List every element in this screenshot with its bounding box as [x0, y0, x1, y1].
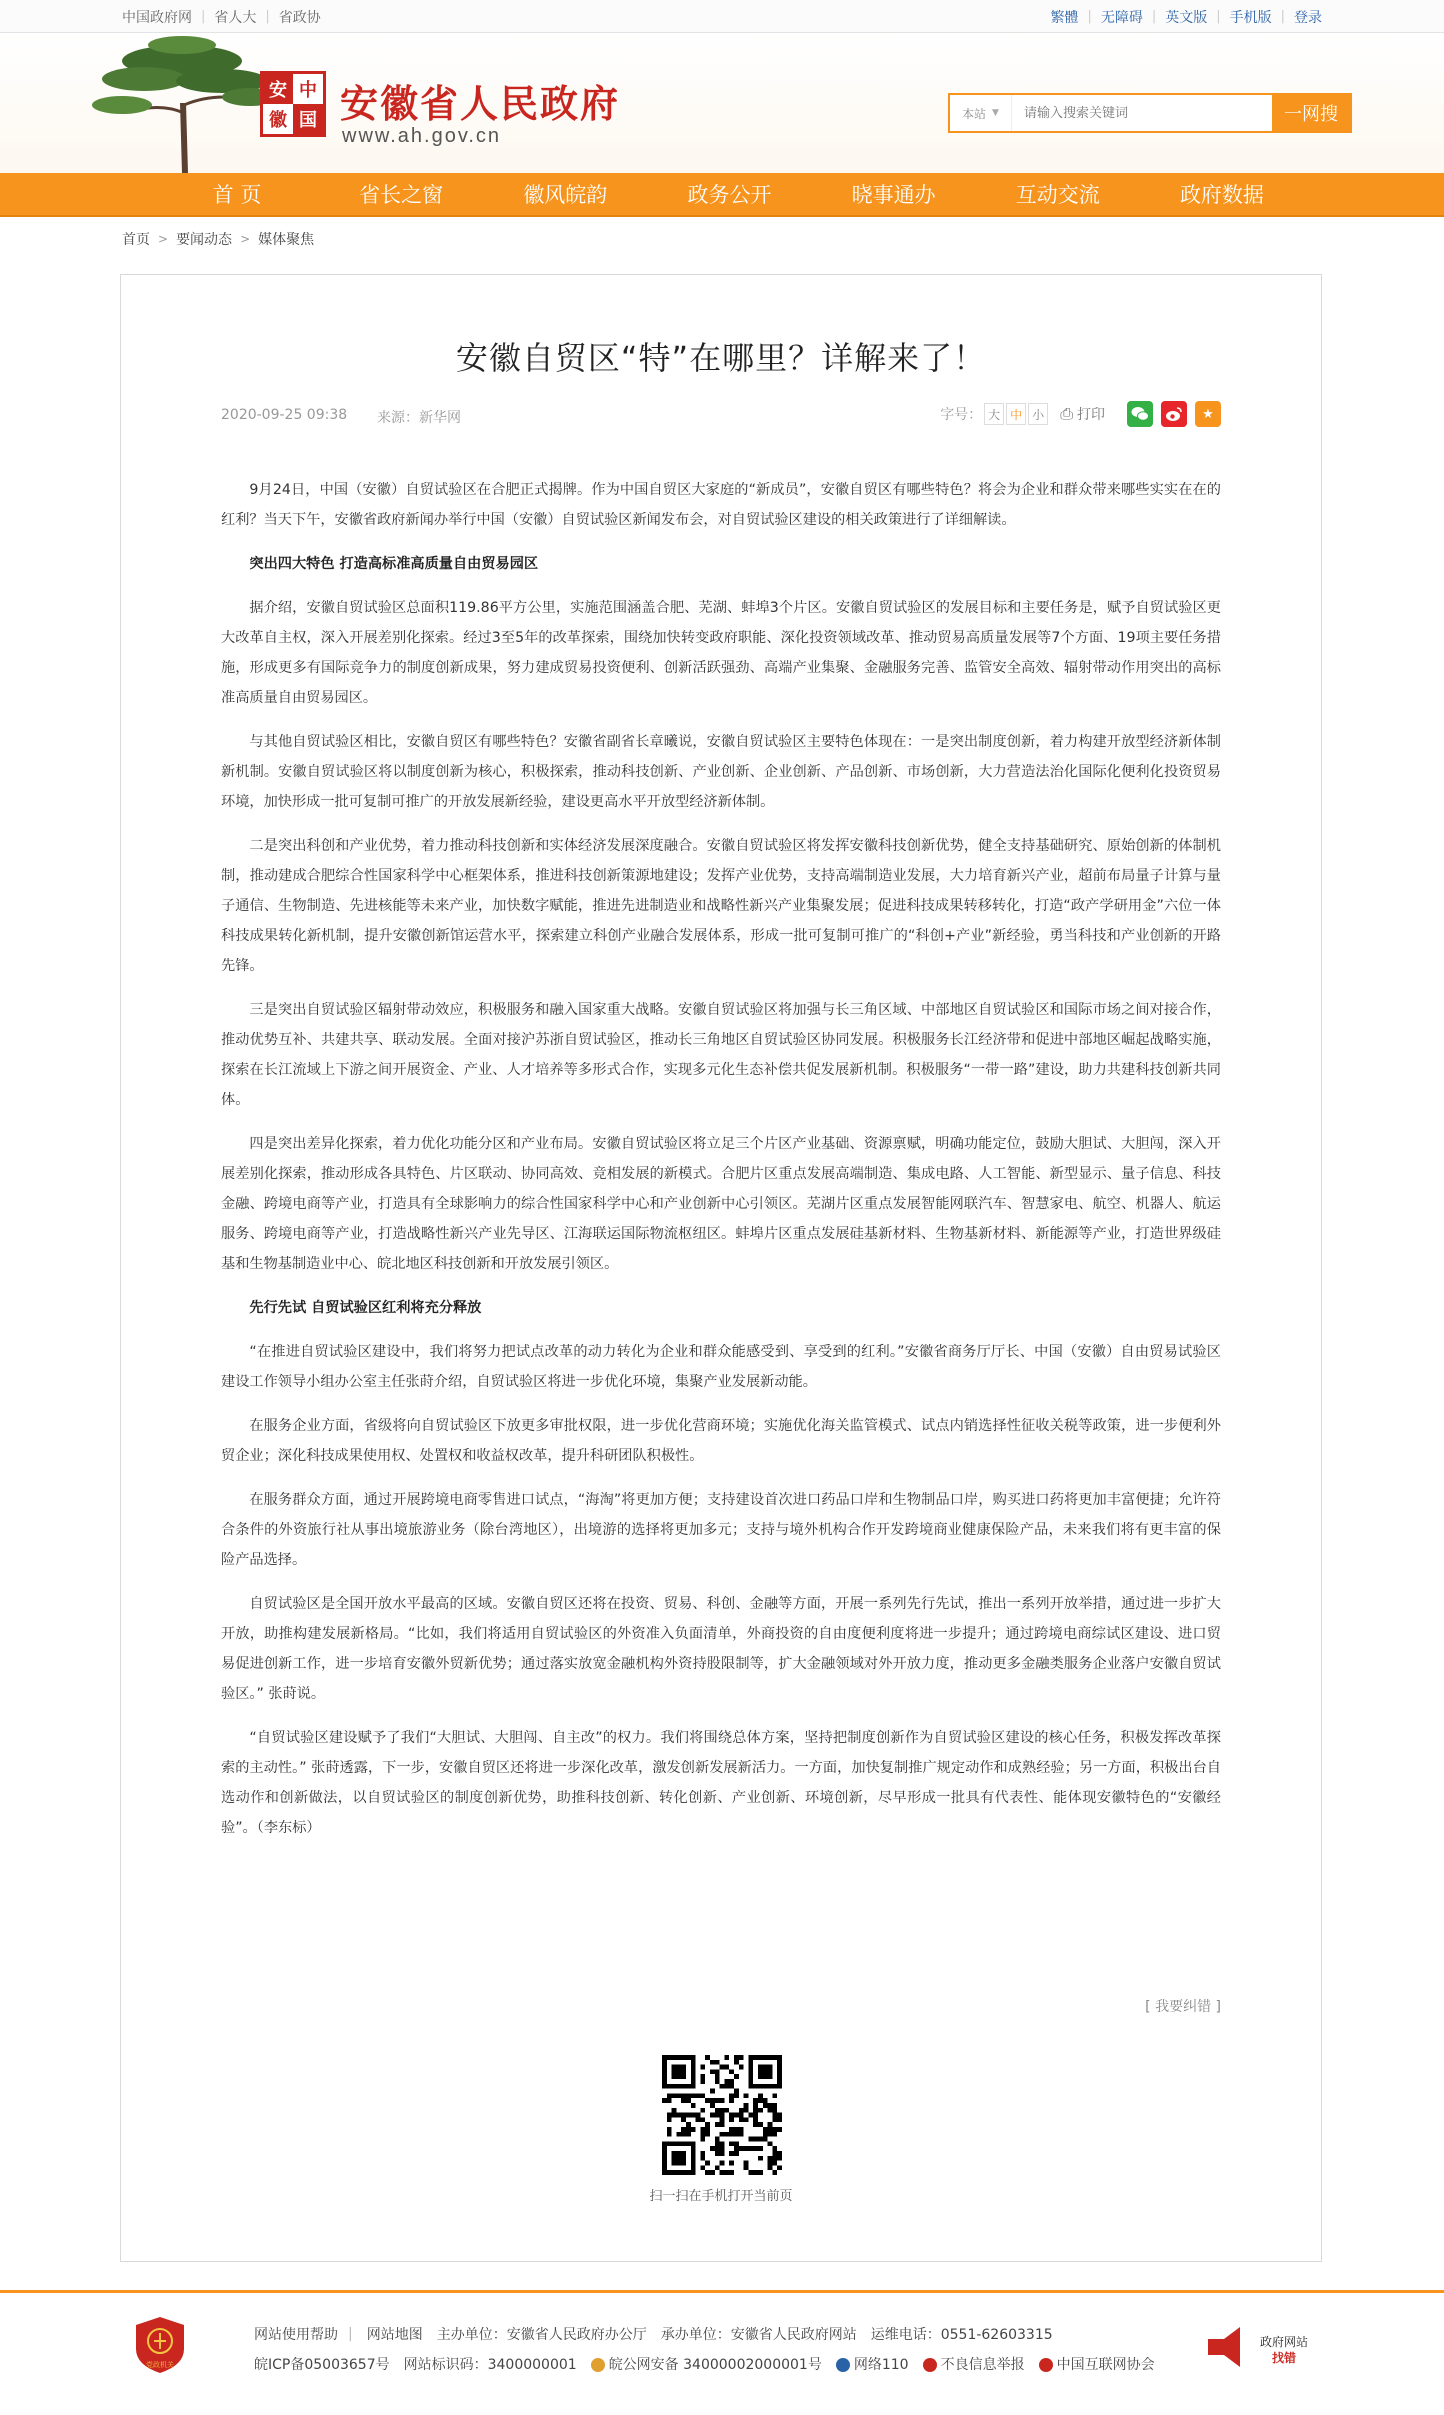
article-paragraph: 在服务群众方面，通过开展跨境电商零售进口试点，“海淘”将更加方便；支持建设首次进口药品口岸和生物制品口岸，购买进口药将更加丰富便捷；允许符合条件的外资旅行社从事出境旅游业务（除台湾地区），出境游的选择将更加多元；支持与境外机构合作开发跨境商业健康保险产品，未来我们将有更丰富的保险产品选择。	[221, 1492, 1221, 1568]
badge-line-1: 政府网站	[1259, 2335, 1309, 2349]
link-central-gov[interactable]: 中国政府网	[122, 9, 192, 26]
article-paragraph: 与其他自贸试验区相比，安徽自贸区有哪些特色？安徽省副省长章曦说，安徽自贸试验区主要特色体现在：一是突出制度创新，着力构建开放型经济新体制新机制。安徽自贸试验区将以制度创新为核心，积极探索，推动科技创新、产业创新、企业创新、产品创新、市场创新，大力营造法治化国际化便利化投资贸易环境，加快形成一批可复制可推广的开放发展新经验，建设更高水平开放型经济新体制。	[221, 734, 1221, 810]
footer-info	[254, 2319, 1169, 2379]
breadcrumb-news[interactable]: 要闻动态	[176, 232, 233, 248]
nav-gov-data[interactable]: 政府数据	[1179, 183, 1264, 207]
font-size-large[interactable]: 大	[984, 403, 1004, 425]
article-meta	[121, 401, 1321, 431]
footer-police-record-link[interactable]: 皖公网安备 34000002000001号	[608, 2357, 822, 2373]
article-title: 安徽自贸区“特”在哪里？详解来了！	[455, 339, 987, 377]
footer-help-link[interactable]: 网站使用帮助	[254, 2327, 338, 2343]
article-source: 来源：新华网	[377, 410, 461, 426]
article-tools	[940, 401, 1221, 427]
article-body	[121, 431, 1321, 1843]
footer-sitemap-link[interactable]: 网站地图	[366, 2327, 423, 2343]
nav-culture[interactable]: 徽风皖韵	[523, 183, 608, 207]
qr-code-icon	[662, 2055, 782, 2175]
article-paragraph: 在服务企业方面，省级将向自贸试验区下放更多审批权限，进一步优化营商环境；实施优化海关监管模式、试点内销选择性征收关税等政策，进一步便利外贸企业；深化科技成果使用权、处置权和收益权改革，提升科研团队积极性。	[221, 1418, 1221, 1464]
chevron-down-icon: ▼	[992, 108, 999, 118]
article-paragraph: 四是突出差异化探索，着力优化功能分区和产业布局。安徽自贸试验区将立足三个片区产业基础、资源禀赋，明确功能定位，鼓励大胆试、大胆闯，深入开展差别化探索，推动形成各具特色、片区联动、协同高效、竞相发展的新模式。合肥片区重点发展高端制造、集成电路、人工智能、新型显示、量子信息、科技金融、跨境电商等产业，打造具有全球影响力的综合性国家科学中心和产业创新中心引领区。芜湖片区重点发展智能网联汽车、智慧家电、航空、机器人、航运服务、跨境电商等产业，打造战略性新兴产业先导区、江海联运国际物流枢纽区。蚌埠片区重点发展硅基新材料、生物基新材料、新能源等产业，打造世界级硅基和生物基制造业中心、皖北地区科技创新和开放发展引领区。	[221, 1136, 1221, 1272]
footer-operator: 承办单位：安徽省人民政府网站	[660, 2327, 857, 2343]
article-paragraph: “在推进自贸试验区建设中，我们将努力把试点改革的动力转化为企业和群众能感受到、享受到的红利。”安徽省商务厅厅长、中国（安徽）自由贸易试验区建设工作领导小组办公室主任张莳介绍，自贸试验区将进一步优化环境，集聚产业发展新动能。	[221, 1344, 1221, 1390]
nav-gov-affairs[interactable]: 政务公开	[687, 183, 772, 207]
breadcrumb	[122, 217, 1322, 261]
article-paragraph: 据介绍，安徽自贸试验区总面积119.86平方公里，实施范围涵盖合肥、芜湖、蚌埠3个片区。安徽自贸试验区的发展目标和主要任务是，赋予自贸试验区更大改革自主权，深入开展差别化探索。经过3至5年的改革探索，围绕加快转变政府职能、深化投资领域改革、推动贸易高质量发展等7个方面、19项主要任务措施，形成更多有国际竞争力的制度创新成果，努力建成贸易投资便利、创新活跃强劲、高端产业集聚、金融服务完善、监管安全高效、辐射带动作用突出的高标准高质量自由贸易园区。	[221, 600, 1221, 706]
top-right-links: 繁體 | 无障碍 | 英文版 | 手机版 | 登录	[1050, 7, 1322, 27]
top-left-links: 中国政府网 | 省人大 | 省政协	[122, 7, 321, 27]
nav-interaction[interactable]: 互动交流	[1015, 183, 1100, 207]
link-login[interactable]: 登录	[1294, 9, 1322, 26]
report-icon	[923, 2358, 937, 2372]
police-badge-icon	[591, 2358, 605, 2372]
link-accessibility[interactable]: 无障碍	[1100, 9, 1143, 26]
article-paragraph: 三是突出自贸试验区辐射带动效应，积极服务和融入国家重大战略。安徽自贸试验区将加强与长三角区域、中部地区自贸试验区和国际市场之间对接合作，推动优势互补、共建共享、联动发展。全面对接沪苏浙自贸试验区，推动长三角地区自贸试验区协同发展。积极服务长江经济带和促进中部地区崛起战略实施，探索在长江流域上下游之间开展资金、产业、人才培养等多形式合作，实现多元化生态补偿共促发展新机制。积极服务“一带一路”建设，助力共建科技创新共同体。	[221, 1002, 1221, 1108]
article-subheading: 突出四大特色 打造高标准高质量自由贸易园区	[249, 556, 539, 572]
megaphone-icon	[1204, 2319, 1324, 2375]
search-input[interactable]	[1012, 95, 1272, 131]
article-paragraph: 自贸试验区是全国开放水平最高的区域。安徽自贸区还将在投资、贸易、科创、金融等方面，开展一系列先行先试，推出一系列开放举措，通过进一步扩大开放，助推构建发展新格局。“比如，我们将适用自贸试验区的外资准入负面清单，外商投资的自由度便利度将进一步提升；通过跨境电商综试区建设、进口贸易促进创新工作，进一步培育安徽外贸新优势；通过落实放宽金融机构外资持股限制等，扩大金融领域对外开放力度，推动更多金融类服务企业落户安徽自贸试验区。” 张莳说。	[221, 1596, 1221, 1702]
link-provincial-cppcc[interactable]: 省政协	[278, 9, 321, 26]
article-paragraph: 二是突出科创和产业优势，着力推动科技创新和实体经济发展深度融合。安徽自贸试验区将发挥安徽科技创新优势，健全支持基础研究、原始创新的体制机制，推动建成合肥综合性国家科学中心框架体系，推进科技创新策源地建设；发挥产业优势，支持高端制造业发展，大力培育新兴产业，超前布局量子计算与量子通信、生物制造、先进核能等未来产业，加快数字赋能，推进先进制造业和战略性新兴产业集聚发展；促进科技成果转移转化，打造“政产学研用金”六位一体科技成果转化新机制，提升安徽创新馆运营水平，探索建立科创产业融合发展体系，形成一批可复制可推广的“科创+产业”新经验，勇当科技和产业创新的开路先锋。	[221, 838, 1221, 974]
link-provincial-congress[interactable]: 省人大	[214, 9, 257, 26]
link-traditional-chinese[interactable]: 繁體	[1050, 9, 1079, 26]
footer-organizer: 主办单位：安徽省人民政府办公厅	[436, 2327, 647, 2343]
footer-report-link[interactable]: 不良信息举报	[940, 2357, 1025, 2373]
welcoming-pine-icon	[82, 33, 282, 173]
breadcrumb-home[interactable]: 首页	[122, 232, 150, 248]
breadcrumb-media[interactable]: 媒体聚焦	[258, 232, 315, 248]
search-box	[948, 93, 1352, 133]
search-scope-select[interactable]: 本站 ▼	[950, 95, 1012, 131]
article-date: 2020-09-25 09:38	[221, 407, 348, 423]
emblem-label: 党政机关	[146, 2361, 174, 2369]
article-paragraph: “自贸试验区建设赋予了我们“大胆试、大胆闯、自主改”的权力。我们将围绕总体方案，坚持把制度创新作为自贸试验区建设的核心任务，积极发挥改革探索的主动性。” 张莳透露，下一步，安徽自贸区还将进一步深化改革，激发创新发展新活力。一方面，加快复制推广规定动作和成熟经验；另一方面，积极出台自选动作和创新做法，以自贸试验区的制度创新优势，助推科技创新、转化创新、产业创新、环境创新，尽早形成一批具有代表性、能体现安徽特色的“安徽经验”。（李东标）	[221, 1730, 1221, 1836]
site-seal-logo: 安 中 徽 国	[260, 71, 326, 137]
footer-site-id: 网站标识码：3400000001	[403, 2357, 577, 2373]
link-mobile[interactable]: 手机版	[1229, 9, 1272, 26]
footer-phone: 运维电话：0551-62603315	[870, 2327, 1053, 2343]
site-url: www.ah.gov.cn	[342, 125, 502, 147]
footer-net110-link[interactable]: 网络110	[853, 2357, 909, 2373]
article-box	[120, 274, 1322, 2262]
nav-home[interactable]: 首 页	[212, 183, 262, 207]
badge-line-2: 找错	[1271, 2351, 1297, 2365]
footer-row-2	[254, 2349, 1169, 2379]
gov-site-error-report-badge[interactable]	[1204, 2319, 1324, 2375]
wechat-share-icon[interactable]	[1127, 401, 1153, 427]
site-footer	[0, 2290, 1444, 2415]
net110-icon	[836, 2358, 850, 2372]
footer-icp-link[interactable]: 皖ICP备05003657号	[254, 2357, 390, 2373]
top-utility-bar	[0, 0, 1444, 33]
print-button[interactable]: ⎙ 打印	[1060, 404, 1105, 423]
font-size-medium[interactable]: 中	[1006, 403, 1026, 425]
qr-caption: 扫一扫在手机打开当前页	[649, 2189, 793, 2204]
link-english[interactable]: 英文版	[1165, 9, 1208, 26]
font-size-control	[940, 403, 1048, 425]
nav-governor[interactable]: 省长之窗	[359, 183, 444, 207]
search-button[interactable]: 一网搜	[1272, 95, 1350, 131]
printer-icon: ⎙	[1060, 404, 1073, 423]
site-title: 安徽省人民政府	[340, 82, 621, 126]
internet-society-icon	[1039, 2358, 1053, 2372]
report-error-link[interactable]: [ 我要纠错 ]	[1145, 1999, 1221, 2015]
chevron-right-icon: >	[240, 232, 251, 246]
font-size-small[interactable]: 小	[1028, 403, 1048, 425]
font-size-label: 字号：	[940, 407, 983, 423]
weibo-share-icon[interactable]	[1161, 401, 1187, 427]
article-subheading: 先行先试 自贸试验区红利将充分释放	[249, 1300, 482, 1316]
article-paragraph: 9月24日，中国（安徽）自贸试验区在合肥正式揭牌。作为中国自贸区大家庭的“新成员”，安徽自贸区有哪些特色？将会为企业和群众带来哪些实实在在的红利？当天下午，安徽省政府新闻办举行中国（安徽）自贸试验区新闻发布会，对自贸试验区建设的相关政策进行了详细解读。	[221, 482, 1221, 528]
footer-row-1: 网站使用帮助 | 网站地图 主办单位：安徽省人民政府办公厅 承办单位：安徽省人民政府网站 运维电话：0551-62603315	[254, 2326, 1053, 2343]
party-gov-emblem-icon	[132, 2315, 188, 2375]
chevron-right-icon: >	[158, 232, 169, 246]
site-header	[0, 33, 1444, 173]
footer-isc-link[interactable]: 中国互联网协会	[1056, 2357, 1155, 2373]
main-nav	[0, 173, 1444, 217]
favorite-star-icon[interactable]: ★	[1195, 401, 1221, 427]
nav-services[interactable]: 晓事通办	[851, 183, 936, 207]
